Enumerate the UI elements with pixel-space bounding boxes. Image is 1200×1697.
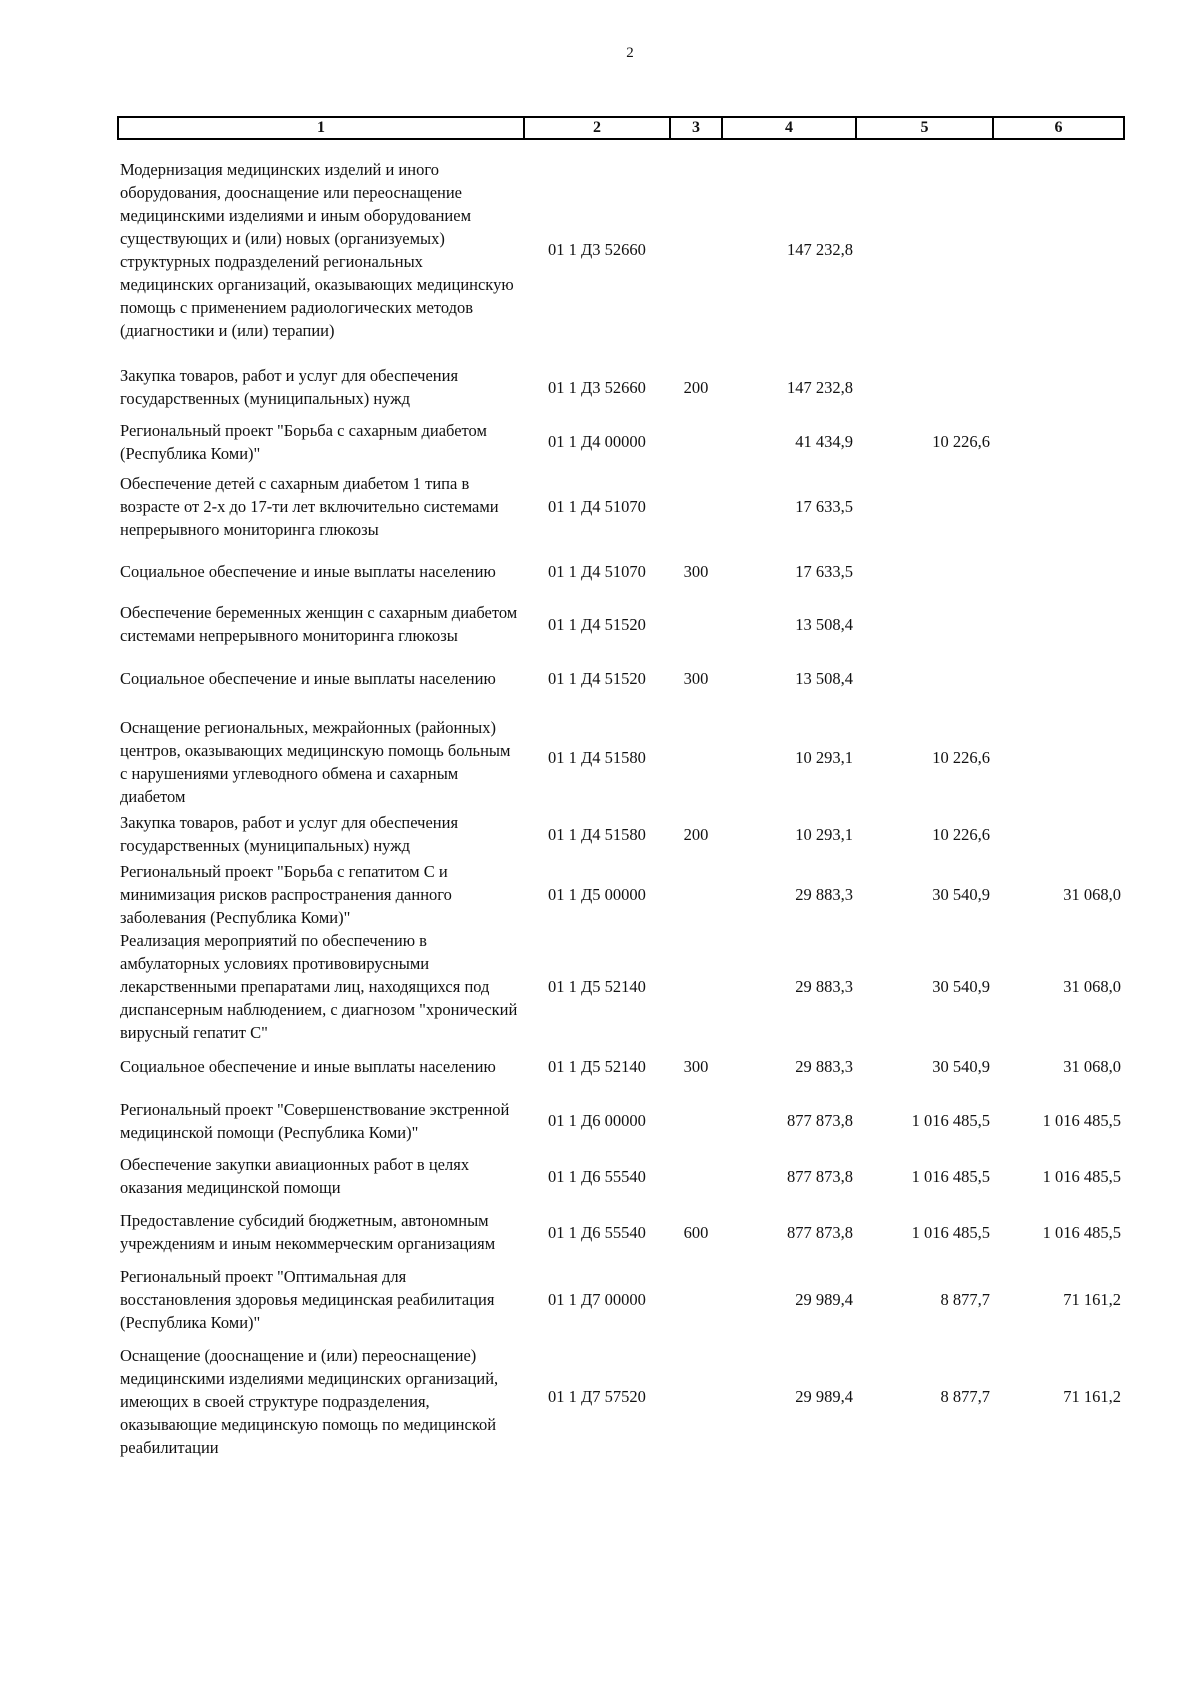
table-row <box>118 359 1124 415</box>
row-value-col-6: 71 161,2 <box>1063 1387 1121 1406</box>
row-value-col-6 <box>993 415 1124 468</box>
row-expense-type <box>670 139 722 359</box>
table-row <box>118 545 1124 597</box>
row-name: Социальное обеспечение и иные выплаты населению <box>120 1056 496 1076</box>
header-row <box>118 117 1124 139</box>
row-code: 01 1 Д6 55540 <box>548 1166 646 1186</box>
row-expense-type <box>670 1334 722 1459</box>
row-code: 01 1 Д4 51580 <box>548 824 646 844</box>
row-name: Обеспечение закупки авиационных работ в целях оказания медицинской помощи <box>120 1155 470 1197</box>
row-code: 01 1 Д4 51520 <box>548 669 646 688</box>
header-col-5: 5 <box>856 117 993 139</box>
row-value-col-5: 1 016 485,5 <box>911 1222 990 1242</box>
row-value-col-4: 17 633,5 <box>795 497 853 516</box>
row-value-col-6: 71 161,2 <box>1063 1290 1121 1309</box>
row-code: 01 1 Д6 55540 <box>548 1222 646 1242</box>
row-expense-type <box>670 468 722 545</box>
row-value-col-6: 1 016 485,5 <box>1042 1222 1121 1242</box>
row-expense-type <box>670 860 722 929</box>
row-value-col-4: 10 293,1 <box>795 824 853 844</box>
row-value-col-5: 1 016 485,5 <box>911 1166 990 1186</box>
table-row <box>118 1199 1124 1265</box>
row-value-col-6 <box>993 139 1124 359</box>
row-value-col-4: 877 873,8 <box>787 1222 853 1242</box>
row-name: Региональный проект "Оптимальная для восстановления здоровья медицинская реабилитация (Республика Коми)" <box>120 1267 495 1332</box>
row-code: 01 1 Д4 51070 <box>548 497 646 516</box>
row-value-col-5: 10 226,6 <box>932 824 990 844</box>
row-expense-type: 300 <box>683 561 709 581</box>
table-row <box>118 1044 1124 1088</box>
row-value-col-6: 1 016 485,5 <box>1042 1111 1121 1130</box>
row-expense-type <box>670 415 722 468</box>
row-value-col-5 <box>856 597 993 651</box>
table-row <box>118 808 1124 860</box>
row-value-col-6 <box>993 468 1124 545</box>
page-number: 2 <box>626 45 634 61</box>
row-value-col-6 <box>993 651 1124 706</box>
row-expense-type <box>670 929 722 1044</box>
table-row <box>118 651 1124 706</box>
row-value-col-4: 17 633,5 <box>795 561 853 581</box>
row-value-col-4: 13 508,4 <box>795 614 853 634</box>
table-row <box>118 415 1124 468</box>
row-value-col-4: 41 434,9 <box>795 432 853 451</box>
table-body <box>118 139 1124 1459</box>
row-value-col-4: 29 883,3 <box>795 885 853 904</box>
row-code: 01 1 Д3 52660 <box>548 377 646 397</box>
row-code: 01 1 Д6 00000 <box>548 1111 646 1130</box>
row-value-col-4: 29 989,4 <box>795 1290 853 1309</box>
row-code: 01 1 Д5 00000 <box>548 885 646 904</box>
row-name: Региональный проект "Совершенствование экстренной медицинской помощи (Республика Коми)" <box>120 1099 510 1142</box>
row-name: Региональный проект "Борьба с гепатитом С и минимизация рисков распространения данного заболевания (Республика Коми)" <box>120 862 452 927</box>
row-code: 01 1 Д7 00000 <box>548 1290 646 1309</box>
row-value-col-5 <box>856 468 993 545</box>
row-name: Обеспечение беременных женщин с сахарным диабетом системами непрерывного мониторинга глюкозы <box>120 603 518 645</box>
row-code: 01 1 Д4 51070 <box>548 561 646 581</box>
row-value-col-6 <box>993 706 1124 808</box>
table-row <box>118 1088 1124 1153</box>
row-expense-type <box>670 597 722 651</box>
row-value-col-6: 31 068,0 <box>1063 1056 1121 1076</box>
header-col-1: 1 <box>118 117 524 139</box>
row-value-col-4: 877 873,8 <box>787 1111 853 1130</box>
header-col-2: 2 <box>524 117 670 139</box>
table-row <box>118 468 1124 545</box>
row-value-col-4: 147 232,8 <box>787 377 853 397</box>
row-code: 01 1 Д4 51580 <box>548 747 646 767</box>
row-expense-type: 300 <box>683 1056 709 1076</box>
row-name: Обеспечение детей с сахарным диабетом 1 типа в возрасте от 2-х до 17-ти лет включительно системами непрерывного мониторинга глюкозы <box>120 474 499 539</box>
row-value-col-4: 29 989,4 <box>795 1387 853 1406</box>
row-value-col-4: 29 883,3 <box>795 977 853 996</box>
row-value-col-5 <box>856 651 993 706</box>
row-value-col-4: 29 883,3 <box>795 1056 853 1076</box>
row-value-col-5: 1 016 485,5 <box>911 1111 990 1130</box>
row-code: 01 1 Д5 52140 <box>548 977 646 996</box>
row-expense-type: 300 <box>683 669 709 688</box>
row-name: Предоставление субсидий бюджетным, автономным учреждениям и иным некоммерческим организациям <box>120 1211 496 1253</box>
budget-table <box>117 116 1125 1459</box>
table-row <box>118 860 1124 929</box>
row-expense-type <box>670 1088 722 1153</box>
table-row <box>118 1334 1124 1459</box>
row-value-col-4: 877 873,8 <box>787 1166 853 1186</box>
row-name: Социальное обеспечение и иные выплаты населению <box>120 669 496 688</box>
row-value-col-5: 8 877,7 <box>940 1387 990 1406</box>
row-value-col-5: 30 540,9 <box>932 1056 990 1076</box>
row-value-col-5: 10 226,6 <box>932 432 990 451</box>
row-name: Модернизация медицинских изделий и иного оборудования, дооснащение или переоснащение медицинскими изделиями и иным оборудованием существующих и (или) новых (организуемых) структурных подразделений региональных медицинских организаций, оказывающих медицинскую помощь с применением радиологических методов (диагностики и (или) терапии) <box>120 159 514 340</box>
row-expense-type <box>670 1153 722 1199</box>
row-value-col-6: 1 016 485,5 <box>1042 1166 1121 1186</box>
row-value-col-6 <box>993 545 1124 597</box>
table-row <box>118 1265 1124 1334</box>
header-col-4: 4 <box>722 117 856 139</box>
row-value-col-5 <box>856 545 993 597</box>
header-col-3: 3 <box>670 117 722 139</box>
row-code: 01 1 Д3 52660 <box>548 240 646 259</box>
row-name: Региональный проект "Борьба с сахарным диабетом (Республика Коми)" <box>120 420 487 463</box>
row-expense-type: 200 <box>683 824 709 844</box>
table-row <box>118 597 1124 651</box>
row-code: 01 1 Д4 00000 <box>548 432 646 451</box>
row-value-col-6: 31 068,0 <box>1063 977 1121 996</box>
row-code: 01 1 Д4 51520 <box>548 614 646 634</box>
row-value-col-5: 30 540,9 <box>932 885 990 904</box>
row-name: Закупка товаров, работ и услуг для обеспечения государственных (муниципальных) нужд <box>120 366 459 408</box>
row-code: 01 1 Д7 57520 <box>548 1387 646 1406</box>
header-col-6: 6 <box>993 117 1124 139</box>
row-name: Оснащение (дооснащение и (или) переоснащение) медицинскими изделиями медицинских организаций, имеющих в своей структуре подразделения, оказывающие медицинскую помощь по медицинской реабилитации <box>120 1346 499 1457</box>
row-value-col-6 <box>993 597 1124 651</box>
row-expense-type <box>670 1265 722 1334</box>
row-name: Закупка товаров, работ и услуг для обеспечения государственных (муниципальных) нужд <box>120 813 459 855</box>
row-name: Социальное обеспечение и иные выплаты населению <box>120 561 496 581</box>
row-value-col-5: 8 877,7 <box>940 1290 990 1309</box>
row-value-col-5 <box>856 359 993 415</box>
row-code: 01 1 Д5 52140 <box>548 1056 646 1076</box>
row-name: Реализация мероприятий по обеспечению в амбулаторных условиях противовирусными лекарственными препаратами лиц, находящихся под диспансерным наблюдением, с диагнозом "хронический вирусный гепатит С" <box>120 931 518 1042</box>
row-value-col-6: 31 068,0 <box>1063 885 1121 904</box>
row-value-col-5: 30 540,9 <box>932 977 990 996</box>
row-expense-type: 200 <box>683 377 709 397</box>
row-value-col-4: 13 508,4 <box>795 669 853 688</box>
row-value-col-6 <box>993 359 1124 415</box>
table-row <box>118 706 1124 808</box>
row-value-col-5 <box>856 139 993 359</box>
row-value-col-6 <box>993 808 1124 860</box>
table-row <box>118 139 1124 359</box>
row-expense-type: 600 <box>683 1222 709 1242</box>
row-value-col-4: 147 232,8 <box>787 240 853 259</box>
table-row <box>118 1153 1124 1199</box>
row-expense-type <box>670 706 722 808</box>
row-name: Оснащение региональных, межрайонных (районных) центров, оказывающих медицинскую помощь больным с нарушениями углеводного обмена и сахарным диабетом <box>120 718 511 806</box>
row-value-col-4: 10 293,1 <box>795 747 853 767</box>
row-value-col-5: 10 226,6 <box>932 747 990 767</box>
table-row <box>118 929 1124 1044</box>
